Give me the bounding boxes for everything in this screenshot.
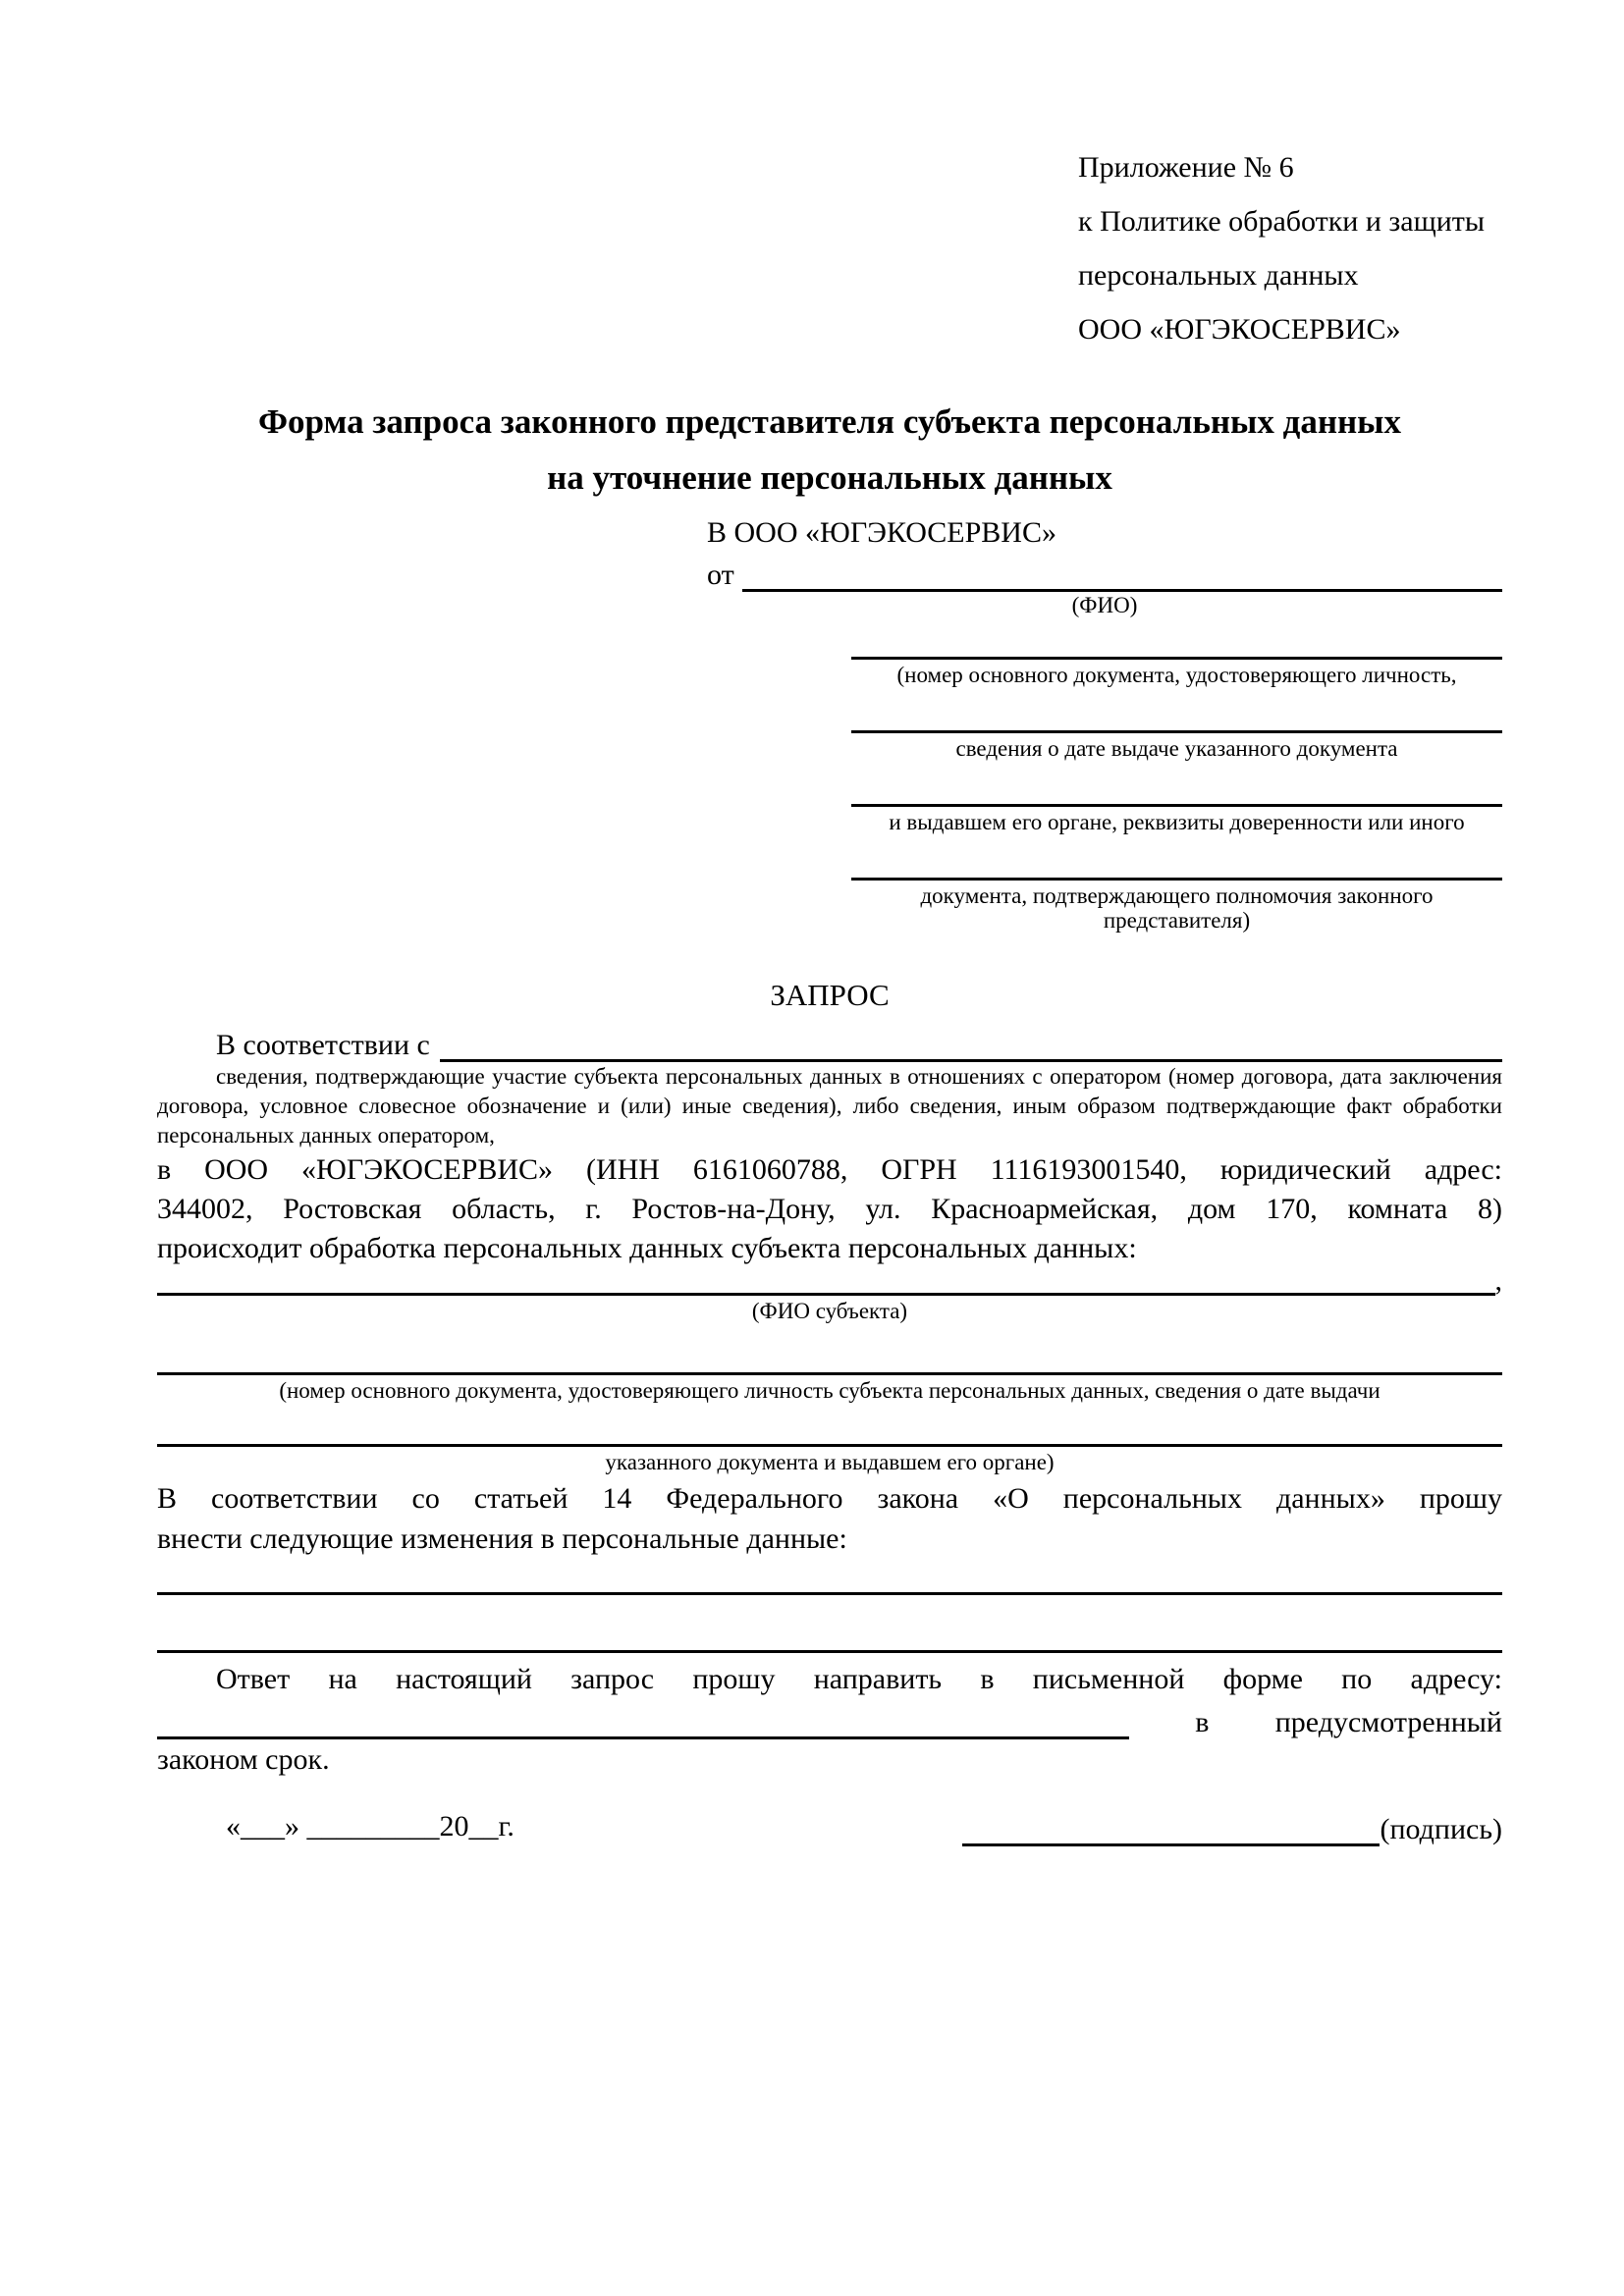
document-title — [157, 394, 1502, 506]
document-title-line2: на уточнение персональных данных — [547, 458, 1112, 497]
blank-line-subject-doc — [157, 1337, 1502, 1375]
reply-address-row — [157, 1699, 1502, 1739]
basis-prefix: В соответствии с — [216, 1029, 430, 1061]
authority-doc-caption: документа, подтверждающего полномочия законного представителя) — [920, 883, 1434, 933]
date-signature-row — [157, 1807, 1502, 1846]
operator-paragraph-line1: в ООО «ЮГЭКОСЕРВИС» (ИНН 6161060788, ОГРН 1116193001540, юридический адрес: — [157, 1153, 1502, 1186]
representative-document-block — [851, 627, 1502, 933]
operator-paragraph-line2: 344002, Ростовская область, г. Ростов-на-Дону, ул. Красноармейская, дом 170, комната 8) — [157, 1193, 1502, 1225]
subject-doc-caption1: (номер основного документа, удостоверяющего личность субъекта персональных данных, сведения о дате выдачи — [279, 1378, 1380, 1403]
reply-paragraph-line3: законом срок. — [157, 1743, 330, 1776]
recipient-block — [707, 513, 1502, 933]
blank-line-signature — [962, 1814, 1380, 1846]
blank-line-address — [157, 1707, 1129, 1739]
reply-paragraph-line1: Ответ на настоящий запрос прошу направить в письменной форме по адресу: — [216, 1663, 1502, 1695]
basis-row — [157, 1023, 1502, 1062]
from-row — [707, 553, 1502, 592]
fio-caption: (ФИО) — [1071, 593, 1138, 617]
blank-line-authority-doc — [851, 848, 1502, 881]
from-label: от — [707, 559, 734, 591]
reply-word-in: в — [1195, 1706, 1210, 1738]
signature-group — [962, 1813, 1502, 1846]
law-paragraph-line2: внести следующие изменения в персональные данные: — [157, 1522, 847, 1555]
request-heading: ЗАПРОС — [770, 978, 890, 1012]
document-title-line1: Форма запроса законного представителя субъекта персональных данных — [258, 402, 1401, 441]
doc-issue-date-caption: сведения о дате выдаче указанного документа — [955, 736, 1398, 761]
blank-line-subject-fio — [157, 1293, 1495, 1296]
law-paragraph-line1: В соответствии со статьей 14 Федерального закона «О персональных данных» прошу — [157, 1482, 1502, 1515]
blank-line-subject-doc-issuer — [157, 1411, 1502, 1447]
blank-line-doc-issuer — [851, 774, 1502, 807]
appendix-header — [1078, 140, 1502, 356]
appendix-org-name: ООО «ЮГЭКОСЕРВИС» — [1078, 313, 1401, 346]
operator-paragraph-line3: происходит обработка персональных данных субъекта персональных данных: — [157, 1232, 1137, 1264]
signature-caption: (подпись) — [1380, 1813, 1502, 1845]
subject-doc-caption2: указанного документа и выдавшем его органе) — [605, 1450, 1055, 1474]
blank-line-doc-issue-date — [851, 701, 1502, 733]
subject-fio-caption: (ФИО субъекта) — [751, 1299, 908, 1323]
recipient-org: В ООО «ЮГЭКОСЕРВИС» — [707, 516, 1056, 549]
blank-line-doc-number — [851, 627, 1502, 660]
doc-number-caption: (номер основного документа, удостоверяющего личность, — [896, 663, 1457, 687]
appendix-policy-line2: персональных данных — [1078, 259, 1359, 292]
doc-issuer-caption: и выдавшем его органе, реквизиты доверенности или иного — [889, 810, 1465, 834]
date-blank: «___» _________20__г. — [226, 1810, 514, 1842]
blank-line-changes-1 — [157, 1559, 1502, 1595]
appendix-policy-line: к Политике обработки и защиты — [1078, 205, 1486, 238]
trailing-comma: , — [1494, 1264, 1502, 1297]
reply-word-last: предусмотренный — [1274, 1706, 1502, 1738]
subject-fio-row — [157, 1264, 1502, 1297]
basis-fine-print: сведения, подтверждающие участие субъекта персональных данных в отношениях с оператором (номер договора, дата заключения договора, условное словесное обозначение и (или) иные сведения), либо сведения, иным образом подтверждающие факт обработки персональных данных оператором, — [157, 1064, 1502, 1148]
appendix-number: Приложение № 6 — [1078, 151, 1294, 184]
blank-line-changes-2 — [157, 1617, 1502, 1653]
